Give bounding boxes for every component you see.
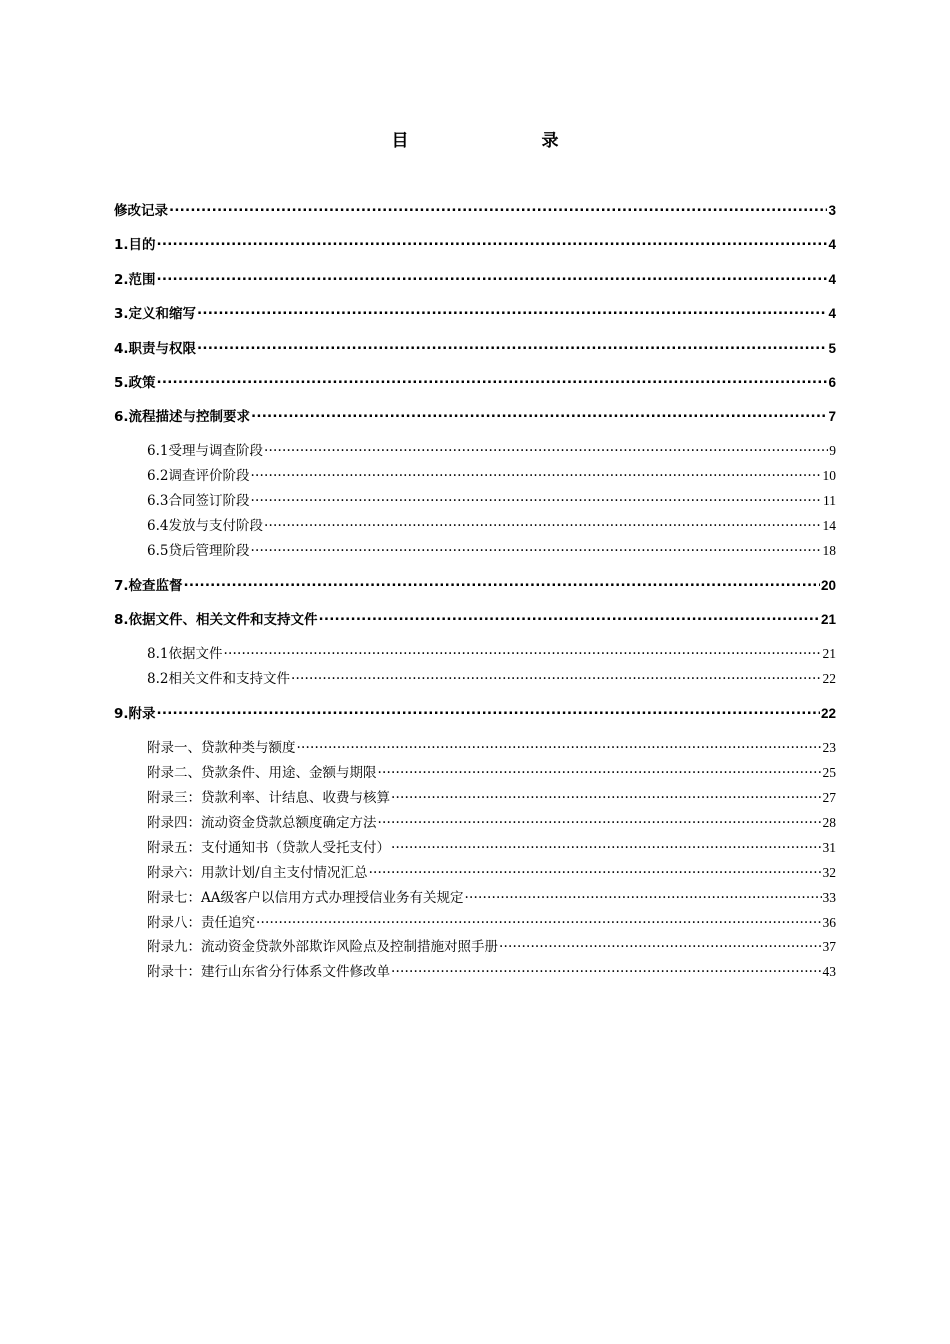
toc-dot-leader — [391, 789, 822, 803]
toc-entry-page: 9 — [829, 443, 836, 458]
toc-entry-label: 6.2调查评价阶段 — [147, 468, 250, 484]
toc-entry-label: 8.1依据文件 — [147, 646, 223, 662]
toc-entry-label: 附录七：AA级客户以信用方式办理授信业务有关规定 — [147, 890, 464, 906]
toc-entry-label: 5.政策 — [114, 375, 156, 391]
toc-entry-appendix[interactable] — [114, 702, 836, 722]
toc-entry-6-4[interactable] — [147, 514, 836, 534]
toc-dot-leader — [251, 408, 827, 422]
toc-entry-page: 10 — [822, 468, 836, 483]
toc-entry-label: 8.依据文件、相关文件和支持文件 — [114, 612, 318, 628]
toc-entry-label: 6.3合同签订阶段 — [147, 493, 250, 509]
toc-entry-inspection[interactable] — [114, 574, 836, 594]
toc-entry-label: 6.5贷后管理阶段 — [147, 543, 250, 559]
toc-dot-leader — [391, 839, 822, 853]
toc-entry-page: 18 — [822, 543, 836, 558]
toc-entry-page: 4 — [828, 272, 836, 287]
toc-dot-leader — [264, 442, 828, 456]
toc-entry-page: 22 — [822, 671, 836, 686]
toc-entry-appendix-10[interactable] — [147, 960, 836, 980]
toc-entry-appendix-6[interactable] — [147, 861, 836, 881]
toc-entry-label: 9.附录 — [114, 706, 156, 722]
toc-entry-label: 8.2相关文件和支持文件 — [147, 671, 290, 687]
toc-entry-label: 附录一、贷款种类与额度 — [147, 740, 296, 756]
toc-entry-page: 27 — [822, 790, 836, 805]
toc-entry-label: 7.检查监督 — [114, 578, 183, 594]
toc-entry-responsibilities[interactable] — [114, 337, 836, 357]
toc-dot-leader — [197, 305, 827, 319]
toc-dot-leader — [157, 271, 828, 285]
toc-entry-policy[interactable] — [114, 371, 836, 391]
toc-entry-reference-documents[interactable] — [114, 608, 836, 628]
toc-entry-6-5[interactable] — [147, 539, 836, 559]
toc-entry-page: 37 — [822, 939, 836, 954]
toc-dot-leader — [223, 645, 821, 659]
toc-dot-leader — [297, 739, 822, 753]
toc-entry-purpose[interactable] — [114, 233, 836, 253]
toc-entry-8-2[interactable] — [147, 667, 836, 687]
toc-entry-label: 6.1受理与调查阶段 — [147, 443, 263, 459]
toc-entry-page: 25 — [822, 765, 836, 780]
toc-entry-page: 43 — [822, 964, 836, 979]
toc-dot-leader — [465, 889, 822, 903]
toc-dot-leader — [264, 517, 822, 531]
toc-entry-appendix-2[interactable] — [147, 761, 836, 781]
toc-entry-label: 1.目的 — [114, 237, 156, 253]
toc-entry-label: 附录八：责任追究 — [147, 915, 255, 931]
toc-entry-label: 4.职责与权限 — [114, 341, 197, 357]
toc-entry-appendix-9[interactable] — [147, 935, 836, 955]
toc-entry-label: 附录十：建行山东省分行体系文件修改单 — [147, 964, 390, 980]
toc-entry-6-1[interactable] — [147, 439, 836, 459]
toc-entry-appendix-7[interactable] — [147, 886, 836, 906]
toc-entry-page: 7 — [828, 409, 836, 424]
toc-entry-page: 20 — [820, 578, 836, 593]
toc-entry-label: 附录六：用款计划/自主支付情况汇总 — [147, 865, 368, 881]
toc-dot-leader — [157, 236, 828, 250]
toc-entry-page: 28 — [822, 815, 836, 830]
toc-entry-page: 31 — [822, 840, 836, 855]
toc-entry-process[interactable] — [114, 405, 836, 425]
toc-entry-label: 2.范围 — [114, 272, 156, 288]
toc-entry-label: 附录四：流动资金贷款总额度确定方法 — [147, 815, 377, 831]
toc-entry-label: 附录二、贷款条件、用途、金额与期限 — [147, 765, 377, 781]
toc-entry-revision-record[interactable] — [114, 199, 836, 219]
toc-entry-label: 修改记录 — [114, 203, 168, 219]
toc-entry-label: 附录五：支付通知书（贷款人受托支付） — [147, 840, 390, 856]
toc-entry-6-3[interactable] — [147, 489, 836, 509]
toc-entry-label: 6.流程描述与控制要求 — [114, 409, 251, 425]
toc-dot-leader — [391, 963, 822, 977]
toc-entry-page: 21 — [822, 646, 836, 661]
toc-entry-page: 11 — [823, 493, 836, 508]
toc-dot-leader — [184, 577, 820, 591]
toc-entry-page: 4 — [828, 237, 836, 252]
toc-entry-page: 4 — [828, 306, 836, 321]
toc-entry-page: 36 — [822, 915, 836, 930]
toc-entry-label: 3.定义和缩写 — [114, 306, 197, 322]
toc-entry-definitions[interactable] — [114, 302, 836, 322]
toc-entry-appendix-1[interactable] — [147, 736, 836, 756]
toc-entry-page: 33 — [822, 890, 836, 905]
toc-dot-leader — [378, 764, 822, 778]
toc-entry-appendix-4[interactable] — [147, 811, 836, 831]
toc-dot-leader — [499, 938, 822, 952]
toc-entry-page: 14 — [822, 518, 836, 533]
toc-entry-appendix-5[interactable] — [147, 836, 836, 856]
toc-dot-leader — [250, 542, 821, 556]
toc-entry-page: 5 — [828, 341, 836, 356]
toc-entry-page: 3 — [828, 203, 836, 218]
toc-entry-scope[interactable] — [114, 268, 836, 288]
toc-dot-leader — [291, 670, 822, 684]
toc-entry-appendix-8[interactable] — [147, 911, 836, 931]
toc-dot-leader — [157, 374, 828, 388]
toc-dot-leader — [250, 492, 822, 506]
toc-entry-page: 21 — [820, 612, 836, 627]
toc-dot-leader — [256, 914, 822, 928]
toc-title: 目 录 — [391, 131, 617, 151]
toc-dot-leader — [250, 467, 821, 481]
toc-dot-leader — [197, 340, 827, 354]
toc-entry-page: 32 — [822, 865, 836, 880]
toc-entry-label: 附录三：贷款利率、计结息、收费与核算 — [147, 790, 390, 806]
toc-entry-page: 23 — [822, 740, 836, 755]
toc-entry-8-1[interactable] — [147, 642, 836, 662]
toc-entry-6-2[interactable] — [147, 464, 836, 484]
toc-dot-leader — [319, 611, 820, 625]
toc-dot-leader — [369, 864, 822, 878]
toc-entry-page: 22 — [820, 706, 836, 721]
toc-entry-appendix-3[interactable] — [147, 786, 836, 806]
toc-entry-page: 6 — [828, 375, 836, 390]
toc-dot-leader — [157, 705, 820, 719]
toc-entry-label: 附录九：流动资金贷款外部欺诈风险点及控制措施对照手册 — [147, 939, 498, 955]
toc-dot-leader — [378, 814, 822, 828]
toc-dot-leader — [169, 202, 827, 216]
toc-entry-label: 6.4发放与支付阶段 — [147, 518, 263, 534]
